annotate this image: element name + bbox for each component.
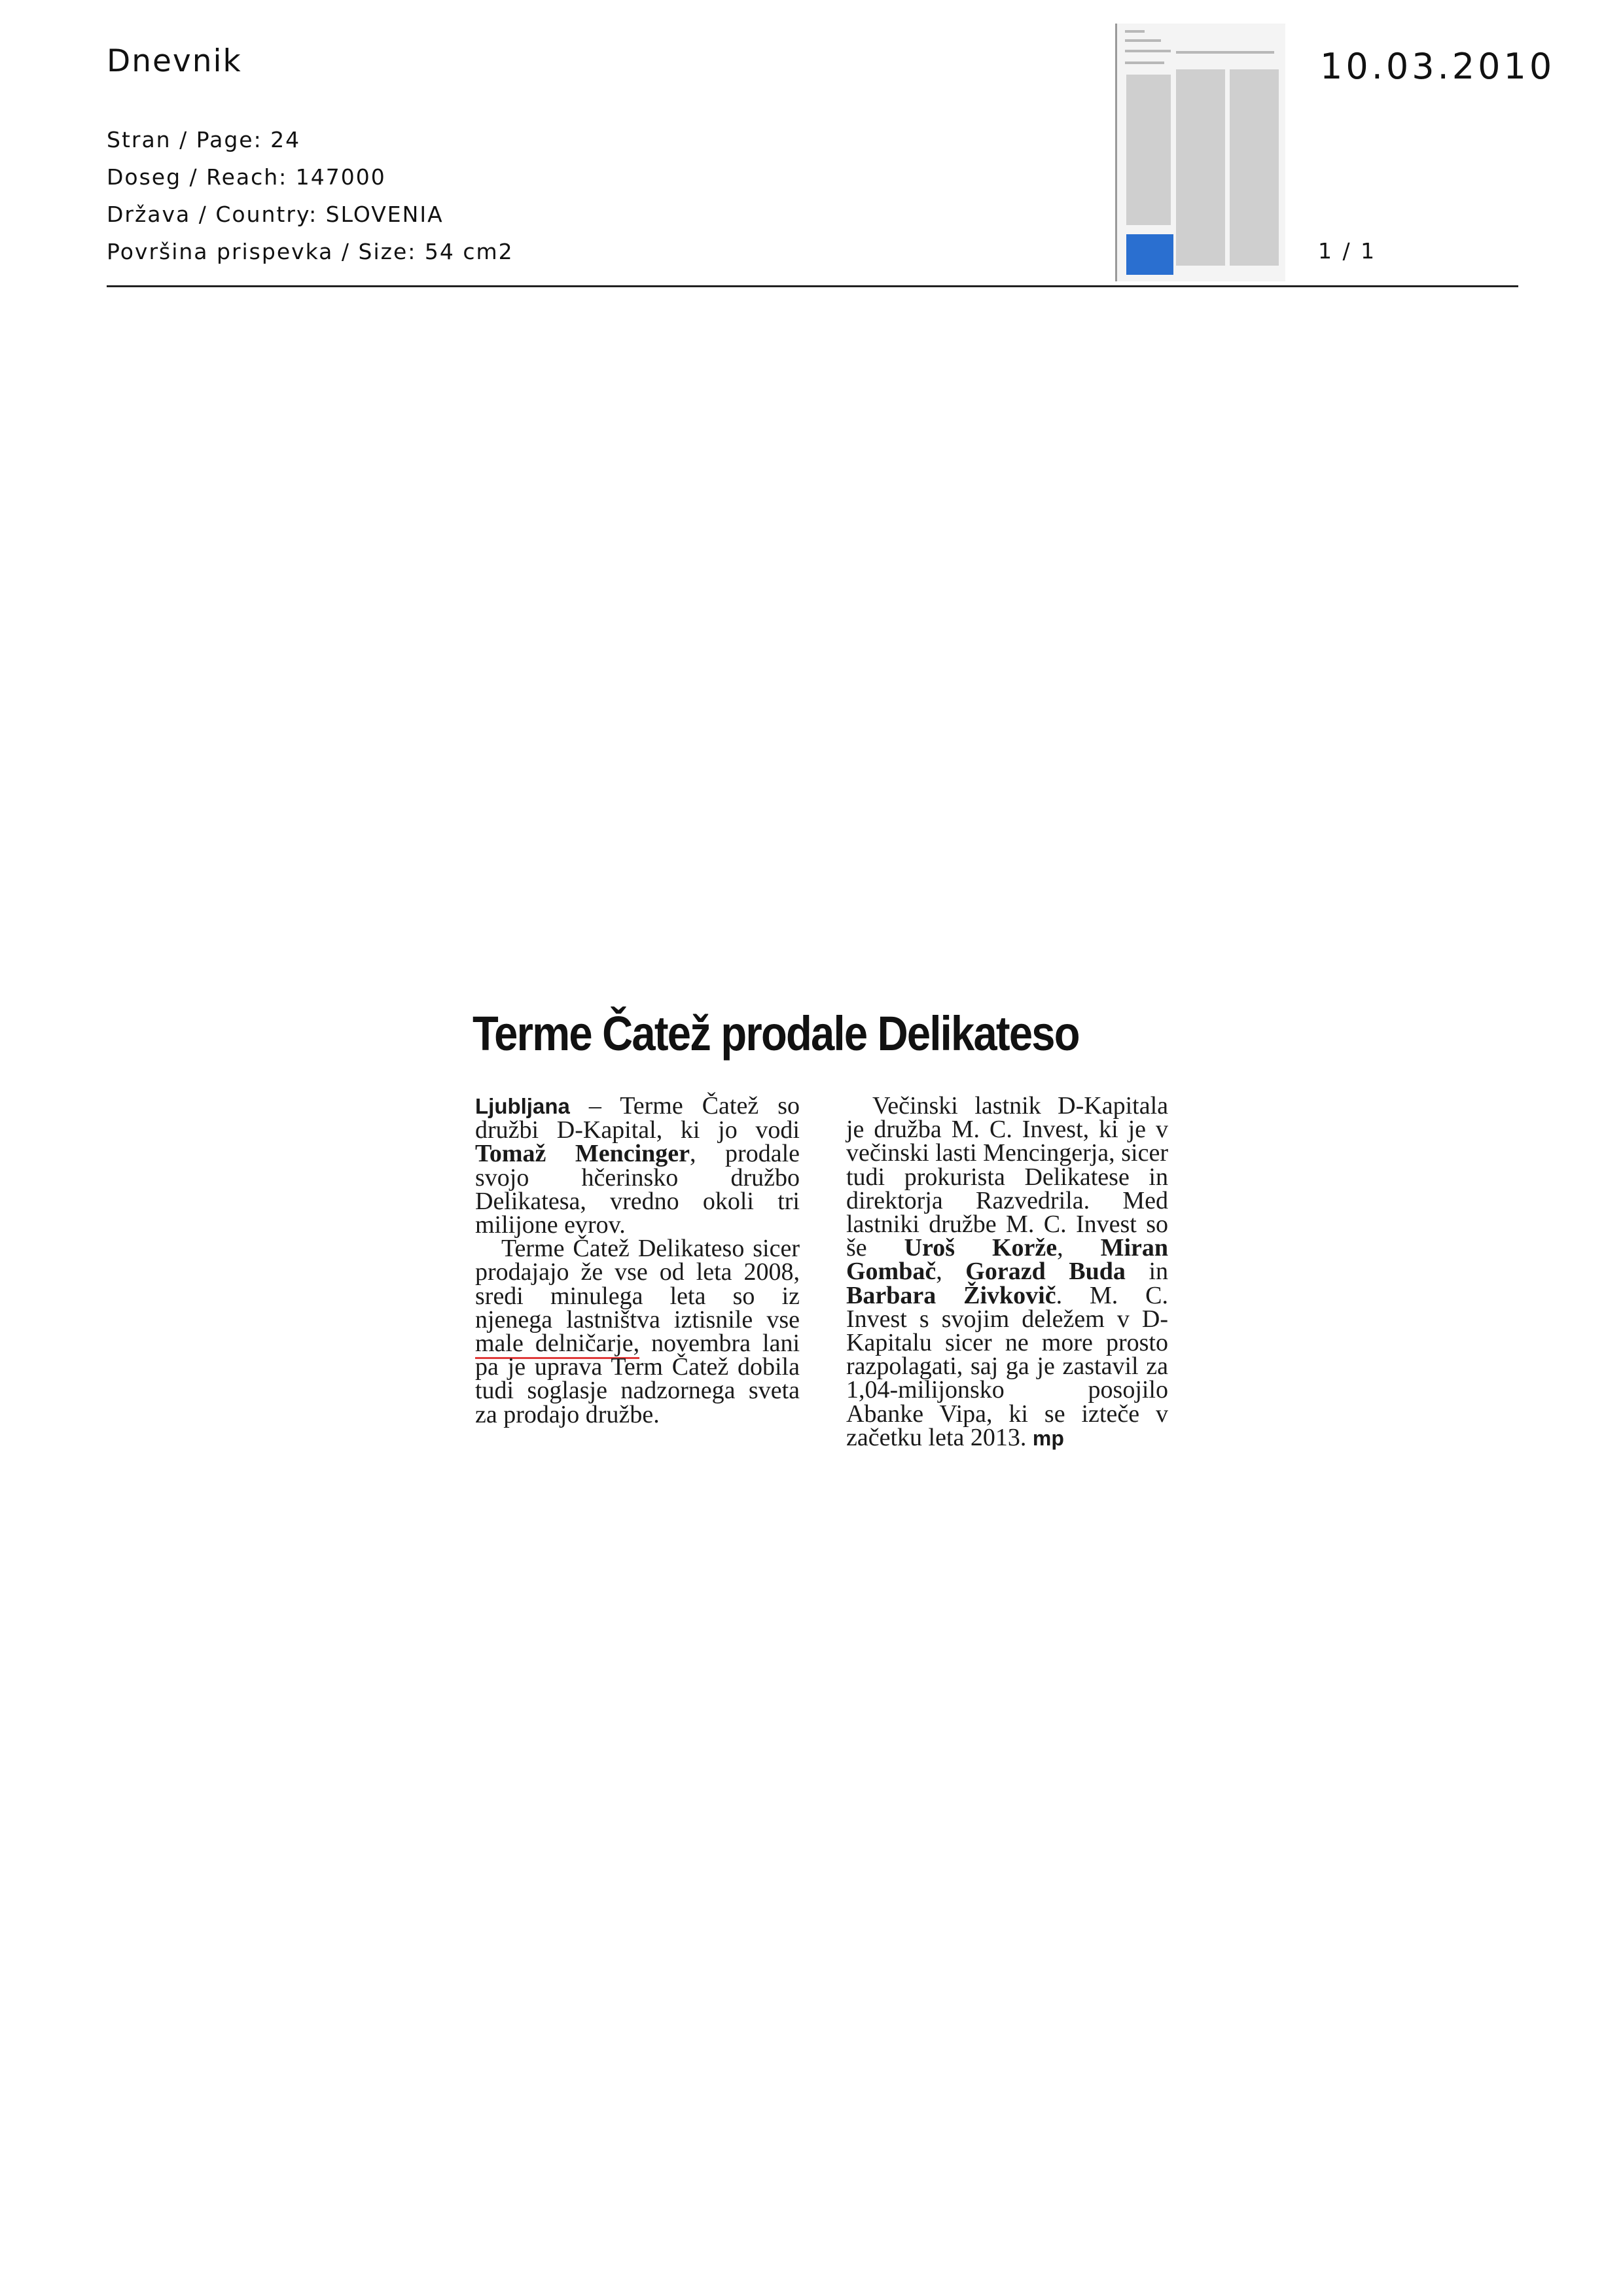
person-name: Uroš Korže bbox=[904, 1234, 1058, 1262]
page-thumbnail[interactable] bbox=[1115, 24, 1285, 281]
article-paragraph-3 bbox=[846, 1094, 1168, 1450]
article-paragraph-2 bbox=[475, 1237, 800, 1426]
p3-text-a: Večinski lastnik D-Kapitala je družba M. C. Invest, ki je v večinski lasti Mencingerja, sicer tudi prokurista Delikatese in direktorja Razvedrila. Med lastniki družbe M. C. Invest so še bbox=[846, 1092, 1168, 1262]
dateline: Ljubljana bbox=[475, 1094, 570, 1118]
separator: in bbox=[1125, 1258, 1169, 1286]
reach-info: Doseg / Reach: 147000 bbox=[107, 164, 386, 190]
person-name: Miran Gombač bbox=[846, 1234, 1169, 1286]
byline: mp bbox=[1032, 1426, 1064, 1450]
country-info: Država / Country: SLOVENIA bbox=[107, 202, 444, 227]
clip-date: 10.03.2010 bbox=[1320, 46, 1556, 87]
p2-text-b: novembra lani pa je uprava Term Čatež dobila tudi soglasje nadzornega sveta za prodajo družbe. bbox=[475, 1330, 800, 1428]
header-rule bbox=[107, 285, 1518, 287]
separator: , bbox=[1057, 1234, 1101, 1262]
publication-name: Dnevnik bbox=[107, 43, 242, 79]
separator: , bbox=[936, 1258, 966, 1286]
p1-text-b: , prodale svojo hčerinsko družbo Delikatesa, vredno okoli tri milijone evrov. bbox=[475, 1140, 800, 1239]
article-headline: Terme Čatež prodale Delikateso bbox=[473, 1006, 1079, 1061]
article-paragraph-1 bbox=[475, 1094, 800, 1237]
marked-phrase: male delničarje, bbox=[475, 1330, 639, 1359]
person-name: Tomaž Mencinger bbox=[475, 1140, 690, 1168]
page-info: Stran / Page: 24 bbox=[107, 127, 301, 152]
article-column-right bbox=[846, 1094, 1168, 1450]
person-name: Gorazd Buda bbox=[965, 1258, 1126, 1286]
dateline-dash: – bbox=[569, 1092, 620, 1120]
p2-text-a: Terme Čatež Delikateso sicer prodajajo že vse od leta 2008, sredi minulega leta so iz njenega lastništva iztisnile vse bbox=[475, 1235, 800, 1333]
size-info: Površina prispevka / Size: 54 cm2 bbox=[107, 239, 514, 264]
p1-text-a: Terme Čatež so družbi D-Kapital, ki jo vodi bbox=[475, 1092, 800, 1144]
page-count: 1 / 1 bbox=[1318, 238, 1377, 264]
p3-text-b: . M. C. Invest s svojim deležem v D-Kapitalu sicer ne more prosto razpolagati, saj ga je zastavil za 1,04-milijonsko posojilo Abanke Vipa, ki se izteče v začetku leta 2013. bbox=[846, 1281, 1168, 1451]
article-column-left bbox=[475, 1094, 800, 1426]
person-name: Barbara Živkovič bbox=[846, 1281, 1056, 1309]
